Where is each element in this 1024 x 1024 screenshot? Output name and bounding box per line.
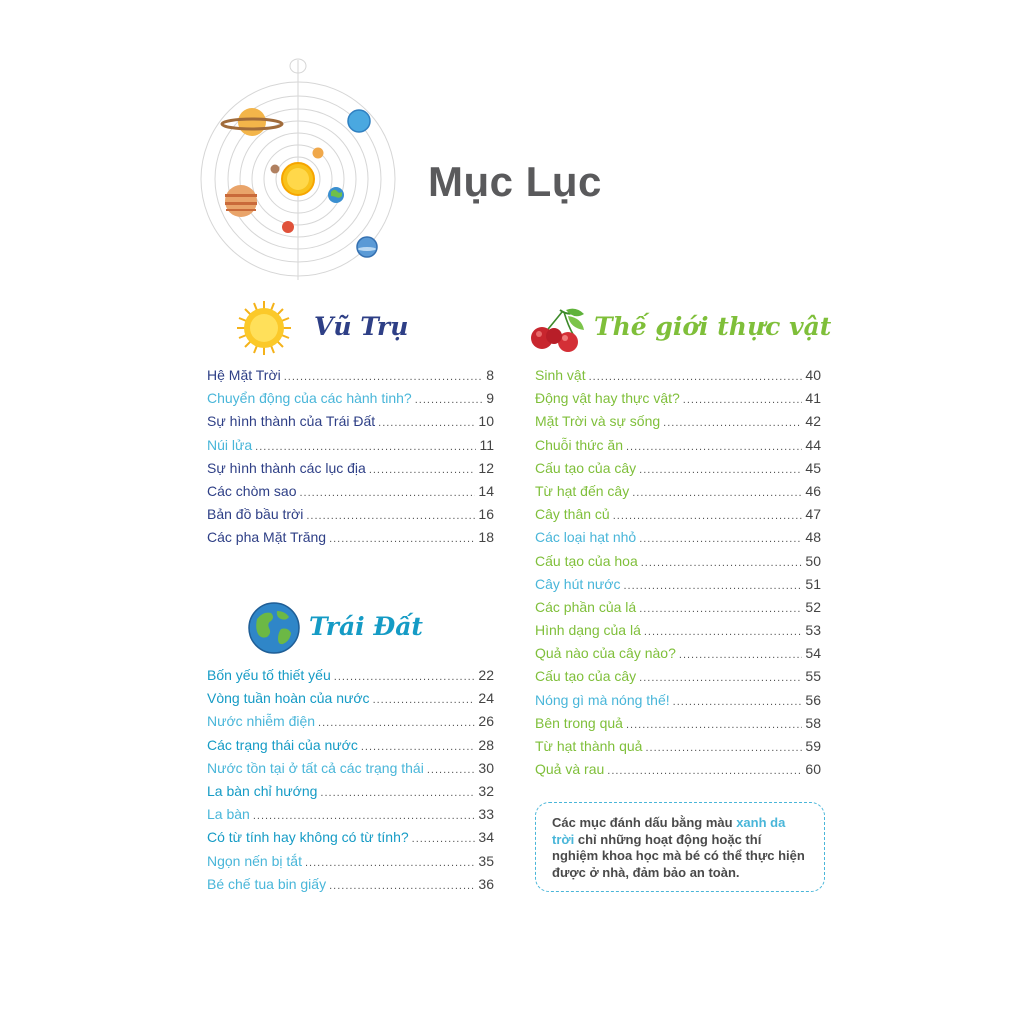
toc-item[interactable]: Các phần của lá ..... 52 bbox=[535, 599, 821, 622]
toc-item[interactable]: Quả và rau ..... 60 bbox=[535, 761, 821, 784]
toc-item[interactable]: Nước nhiễm điện ..... 26 bbox=[207, 713, 494, 736]
toc-item[interactable]: Sinh vật ..... 40 bbox=[535, 367, 821, 390]
saturn-icon bbox=[222, 108, 282, 136]
note-text-continued: chỉ những hoạt động hoặc thí nghiệm khoa học mà bé có thể thực hiện được ở nhà, đảm bảo an toàn. bbox=[552, 831, 805, 880]
neptune-icon bbox=[348, 110, 370, 132]
toc-item[interactable]: Vòng tuần hoàn của nước ..... 24 bbox=[207, 690, 494, 713]
mars-icon bbox=[282, 221, 294, 233]
toc-item[interactable]: Nước tồn tại ở tất cả các trạng thái ..... 30 bbox=[207, 760, 494, 783]
earth-globe-icon bbox=[247, 601, 301, 655]
section-title-the-gioi-thuc-vat: Thế giới thực vật bbox=[594, 312, 832, 341]
toc-item[interactable]: Chuỗi thức ăn ..... 44 bbox=[535, 437, 821, 460]
toc-item[interactable]: Chuyển động của các hành tinh? ..... 9 bbox=[207, 390, 494, 413]
note-highlight: xanh da trời bbox=[552, 815, 786, 847]
toc-item[interactable]: Ngọn nến bị tắt ..... 35 bbox=[207, 853, 494, 876]
toc-list-vu-tru bbox=[207, 367, 494, 553]
section-title-trai-dat: Trái Đất bbox=[309, 612, 423, 641]
toc-list-the-gioi-thuc-vat bbox=[535, 367, 821, 784]
toc-item[interactable]: Từ hạt đến cây ..... 46 bbox=[535, 483, 821, 506]
toc-item[interactable]: Động vật hay thực vật? ..... 41 bbox=[535, 390, 821, 413]
toc-item[interactable]: Bốn yếu tố thiết yếu ..... 22 bbox=[207, 667, 494, 690]
solar-system-illustration bbox=[195, 55, 405, 280]
toc-item[interactable]: Cây thân củ ..... 47 bbox=[535, 506, 821, 529]
jupiter-icon bbox=[225, 185, 257, 217]
toc-item[interactable]: Quả nào của cây nào? ..... 54 bbox=[535, 645, 821, 668]
toc-item[interactable]: Các chòm sao ..... 14 bbox=[207, 483, 494, 506]
toc-item[interactable]: Cấu tạo của hoa ..... 50 bbox=[535, 553, 821, 576]
toc-item[interactable]: Hình dạng của lá ..... 53 bbox=[535, 622, 821, 645]
toc-item[interactable]: Bé chế tua bin giấy ..... 36 bbox=[207, 876, 494, 899]
note-text: Các mục đánh dấu bằng màu bbox=[552, 815, 737, 830]
toc-item[interactable]: Cấu tạo của cây ..... 55 bbox=[535, 668, 821, 691]
toc-item[interactable]: La bàn ..... 33 bbox=[207, 806, 494, 829]
toc-item[interactable]: Sự hình thành các lục địa ..... 12 bbox=[207, 460, 494, 483]
cherries-icon bbox=[528, 306, 588, 356]
toc-item[interactable]: Các loại hạt nhỏ ..... 48 bbox=[535, 529, 821, 552]
toc-item[interactable]: Cấu tạo của cây ..... 45 bbox=[535, 460, 821, 483]
toc-item[interactable]: Có từ tính hay không có từ tính? ..... 34 bbox=[207, 829, 494, 852]
toc-item[interactable]: Núi lửa ..... 11 bbox=[207, 437, 494, 460]
toc-item[interactable]: Các pha Mặt Trăng ..... 18 bbox=[207, 529, 494, 552]
page-title: Mục Lục bbox=[428, 158, 602, 205]
toc-item[interactable]: Mặt Trời và sự sống ..... 42 bbox=[535, 413, 821, 436]
toc-item[interactable]: Các trạng thái của nước ..... 28 bbox=[207, 737, 494, 760]
legend-note-box bbox=[535, 802, 825, 892]
toc-item[interactable]: La bàn chỉ hướng ..... 32 bbox=[207, 783, 494, 806]
toc-item[interactable]: Hệ Mặt Trời ..... 8 bbox=[207, 367, 494, 390]
mercury-icon bbox=[271, 165, 280, 174]
toc-item[interactable]: Sự hình thành của Trái Đất ..... 10 bbox=[207, 413, 494, 436]
sun-icon bbox=[236, 300, 292, 356]
toc-list-trai-dat bbox=[207, 667, 494, 899]
toc-item[interactable]: Bên trong quả ..... 58 bbox=[535, 715, 821, 738]
toc-item[interactable]: Bản đồ bầu trời ..... 16 bbox=[207, 506, 494, 529]
toc-item[interactable]: Nóng gì mà nóng thế! ..... 56 bbox=[535, 692, 821, 715]
venus-icon bbox=[313, 148, 324, 159]
toc-item[interactable]: Từ hạt thành quả ..... 59 bbox=[535, 738, 821, 761]
toc-item[interactable]: Cây hút nước ..... 51 bbox=[535, 576, 821, 599]
section-title-vu-tru: Vũ Trụ bbox=[314, 312, 409, 341]
